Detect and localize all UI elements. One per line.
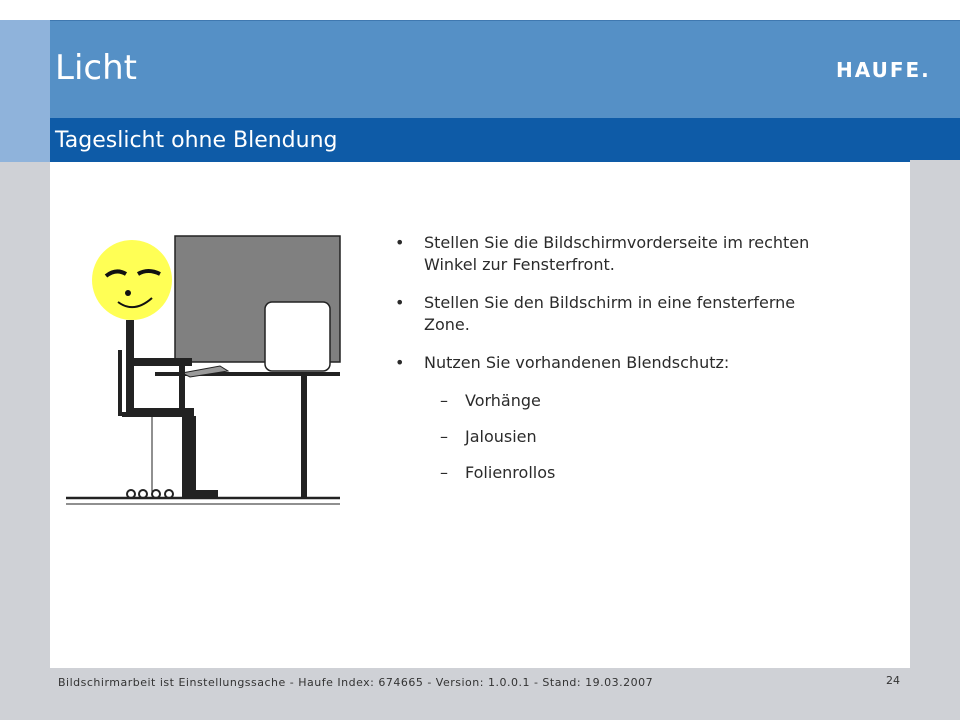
desk-leg [301,376,307,498]
forearm [179,365,185,413]
slide-subtitle: Tageslicht ohne Blendung [55,128,338,153]
title-left-accent [0,20,50,162]
bullet-item [395,352,825,374]
sub-bullet-text: Jalousien [465,427,537,446]
chair-back [118,350,122,416]
foot [182,490,218,497]
dash-symbol: – [440,463,448,482]
bullet-symbol: • [395,233,405,252]
left-strip [0,162,50,720]
arm [134,358,192,366]
bullet-item [395,292,825,336]
window-pane [265,302,330,371]
slide-title: Licht [55,48,137,88]
bullet-text: Nutzen Sie vorhandenen Blendschutz: [424,353,730,372]
sub-bullet-text: Folienrollos [465,463,556,482]
bullet-symbol: • [395,353,405,372]
chair-post [190,416,196,498]
bullet-symbol: • [395,293,405,312]
footer-text: Bildschirmarbeit ist Einstellungssache - Haufe Index: 674665 - Version: 1.0.0.1 - Stand: 19.03.2007 [58,676,654,689]
bullet-text: Stellen Sie die Bildschirmvorderseite im rechten Winkel zur Fensterfront. [424,233,810,274]
dash-symbol: – [440,427,448,446]
workstation-illustration [60,230,350,520]
top-margin [0,0,960,20]
sub-bullet-item [395,390,825,412]
haufe-logo: HAUFE. [836,58,931,82]
torso [126,320,134,414]
bullet-item [395,232,825,276]
sub-bullet-item [395,426,825,448]
sub-bullet-text: Vorhänge [465,391,541,410]
chair-seat [122,412,192,417]
page-number: 24 [886,674,900,687]
title-bar [0,20,960,119]
nose [125,290,131,296]
sub-bullet-item [395,462,825,484]
bullet-list [395,232,825,498]
right-strip [910,160,960,720]
bullet-text: Stellen Sie den Bildschirm in eine fensterferne Zone. [424,293,796,334]
dash-symbol: – [440,391,448,410]
shin [182,410,190,496]
